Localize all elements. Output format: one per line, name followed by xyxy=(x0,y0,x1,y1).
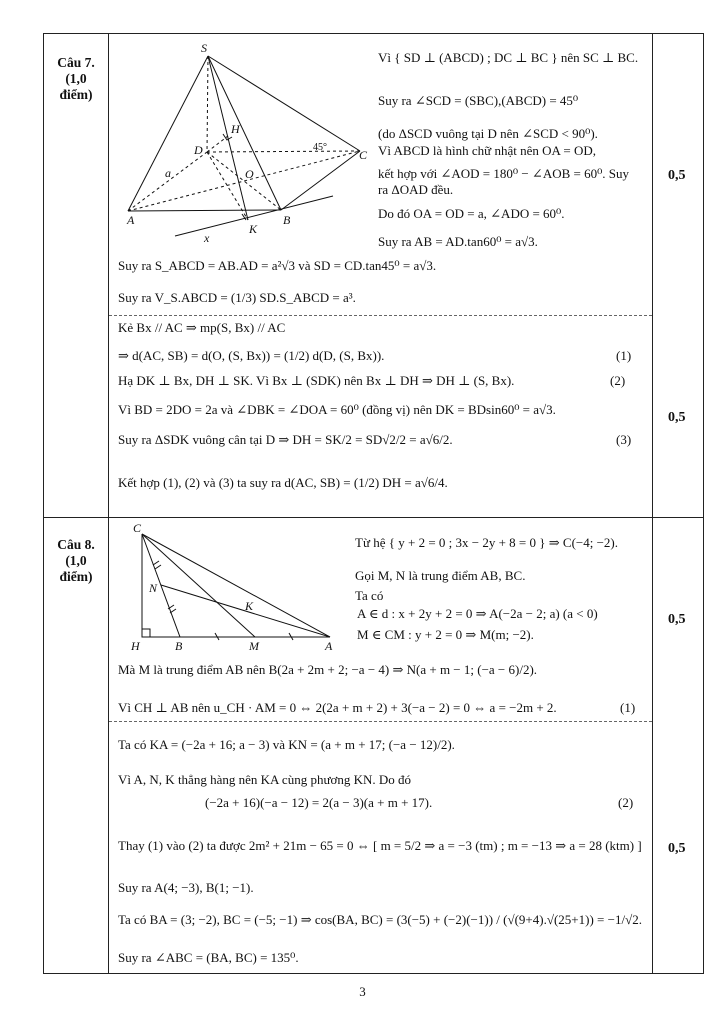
table-top-border xyxy=(43,33,703,34)
q7-label-C: C xyxy=(359,148,368,162)
q7-p4: Vì BD = 2DO = 2a và ∠DBK = ∠DOA = 60⁰ (đồng vị) nên DK = BDsin60⁰ = a√3. xyxy=(118,402,556,417)
table-left-border xyxy=(43,33,44,974)
q8-r5: M ∈ CM : y + 2 = 0 ⇒ M(m; −2). xyxy=(357,627,534,642)
q7-p6: Kết hợp (1), (2) và (3) ta suy ra d(AC, SB) = (1/2) DH = a√6/4. xyxy=(118,475,448,490)
q7-p5-num: (3) xyxy=(616,432,632,447)
q7-pyramid-figure xyxy=(115,38,370,248)
q8-label-H: H xyxy=(131,639,140,653)
q7-r8: Suy ra AB = AD.tan60⁰ = a√3. xyxy=(378,234,538,249)
q8-r3: Ta có xyxy=(355,588,384,603)
q7-label-a: a xyxy=(165,166,171,180)
q7-r1: Vì { SD ⊥ (ABCD) ; DC ⊥ BC } nên SC ⊥ BC. xyxy=(378,50,639,65)
q8-dashed-divider xyxy=(109,721,652,722)
q8-label-K: K xyxy=(245,599,254,613)
q7-label-D: D xyxy=(194,143,203,157)
q8-r7: Vì CH ⊥ AB nên u_CH · AM = 0 ⇔ 2(2a + m + 2) + 3(−a − 2) = 0 ⇔ a = −2m + 2. xyxy=(118,700,557,715)
q8-label: Câu 8. (1,0 điểm) xyxy=(57,537,95,584)
table-col-divider-2 xyxy=(652,33,653,974)
q8-p1: Ta có KA = (−2a + 16; a − 3) và KN = (a + m + 17; (−a − 12)/2). xyxy=(118,737,455,752)
q8-label-C: C xyxy=(133,521,142,535)
q8-p7: Suy ra ∠ABC = (BA, BC) = 135⁰. xyxy=(118,950,299,965)
q7-label-angle: 45° xyxy=(313,142,327,153)
q8-p4: Thay (1) vào (2) ta được 2m² + 21m − 65 = 0 ⇔ [ m = 5/2 ⇒ a = −3 (tm) ; m = −13 ⇒ a = 28 (ktm) ] xyxy=(118,838,642,853)
q7-dashed-divider xyxy=(109,315,652,316)
q7-label-O: O xyxy=(245,167,254,181)
q7-label: Câu 7. (1,0 điểm) xyxy=(57,55,95,102)
q7-r10: Suy ra V_S.ABCD = (1/3) SD.S_ABCD = a³. xyxy=(118,290,356,305)
table-right-border xyxy=(703,33,704,974)
q7-p3-num: (2) xyxy=(610,373,626,388)
q8-r6: Mà M là trung điểm AB nên B(2a + 2m + 2; −a − 4) ⇒ N(a + m − 1; (−a − 6)/2). xyxy=(118,662,538,677)
q8-score-1: 0,5 xyxy=(668,612,686,627)
q7-r4: Vì ABCD là hình chữ nhật nên OA = OD, xyxy=(378,143,597,158)
table-col-divider-1 xyxy=(108,33,109,974)
table-bottom-border xyxy=(43,973,703,974)
q8-score-2: 0,5 xyxy=(668,841,686,856)
q7-r7: Do đó OA = OD = a, ∠ADO = 60⁰. xyxy=(378,206,565,221)
q7-label-x: x xyxy=(204,231,210,245)
q8-p3-num: (2) xyxy=(618,795,634,810)
q8-label-B: B xyxy=(175,639,183,653)
q7-label-B: B xyxy=(283,213,291,227)
q7-p3: Hạ DK ⊥ Bx, DH ⊥ SK. Vì Bx ⊥ (SDK) nên Bx ⊥ DH ⇒ DH ⊥ (S, Bx). xyxy=(118,373,515,388)
q7-p1: Kẻ Bx // AC ⇒ mp(S, Bx) // AC xyxy=(118,320,286,335)
table-row-divider xyxy=(43,517,703,518)
q8-p2: Vì A, N, K thẳng hàng nên KA cùng phương KN. Do đó xyxy=(118,772,412,787)
q7-r6: ra ΔOAD đều. xyxy=(378,182,454,197)
q8-label-N: N xyxy=(149,581,158,595)
q7-label-A: A xyxy=(127,213,135,227)
q7-p2: ⇒ d(AC, SB) = d(O, (S, Bx)) = (1/2) d(D, (S, Bx)). xyxy=(118,348,385,363)
q7-label-S: S xyxy=(201,41,207,55)
q7-label-K: K xyxy=(249,222,258,236)
q8-triangle-figure xyxy=(125,520,345,655)
q8-p6: Ta có BA = (3; −2), BC = (−5; −1) ⇒ cos(BA, BC) = (3(−5) + (−2)(−1)) / (√(9+4).√(25+1)) = −1/√2. xyxy=(118,912,642,927)
page-number: 3 xyxy=(359,984,366,999)
q7-r3: (do ΔSCD vuông tại D nên ∠SCD < 90⁰). xyxy=(378,126,598,141)
q8-label-A: A xyxy=(325,639,333,653)
q8-r1: Từ hệ { y + 2 = 0 ; 3x − 2y + 8 = 0 } ⇒ C(−4; −2). xyxy=(355,535,619,550)
q7-r5: kết hợp với ∠AOD = 180⁰ − ∠AOB = 60⁰. Suy xyxy=(378,166,630,181)
q8-label-M: M xyxy=(249,639,259,653)
q8-r2: Gọi M, N là trung điểm AB, BC. xyxy=(355,568,526,583)
q7-score-1: 0,5 xyxy=(668,168,686,183)
q7-p2-num: (1) xyxy=(616,348,632,363)
q8-r7-num: (1) xyxy=(620,700,636,715)
q7-label-H: H xyxy=(231,122,240,136)
q7-r2: Suy ra ∠SCD = (SBC),(ABCD) = 45⁰ xyxy=(378,93,579,108)
q8-p5: Suy ra A(4; −3), B(1; −1). xyxy=(118,880,254,895)
q7-p5: Suy ra ΔSDK vuông cân tại D ⇒ DH = SK/2 = SD√2/2 = a√6/2. xyxy=(118,432,453,447)
q8-r4: A ∈ d : x + 2y + 2 = 0 ⇒ A(−2a − 2; a) (a < 0) xyxy=(357,606,598,621)
q7-score-2: 0,5 xyxy=(668,410,686,425)
q7-r9: Suy ra S_ABCD = AB.AD = a²√3 và SD = CD.tan45⁰ = a√3. xyxy=(118,258,437,273)
q8-p3: (−2a + 16)(−a − 12) = 2(a − 3)(a + m + 17). xyxy=(205,795,433,810)
